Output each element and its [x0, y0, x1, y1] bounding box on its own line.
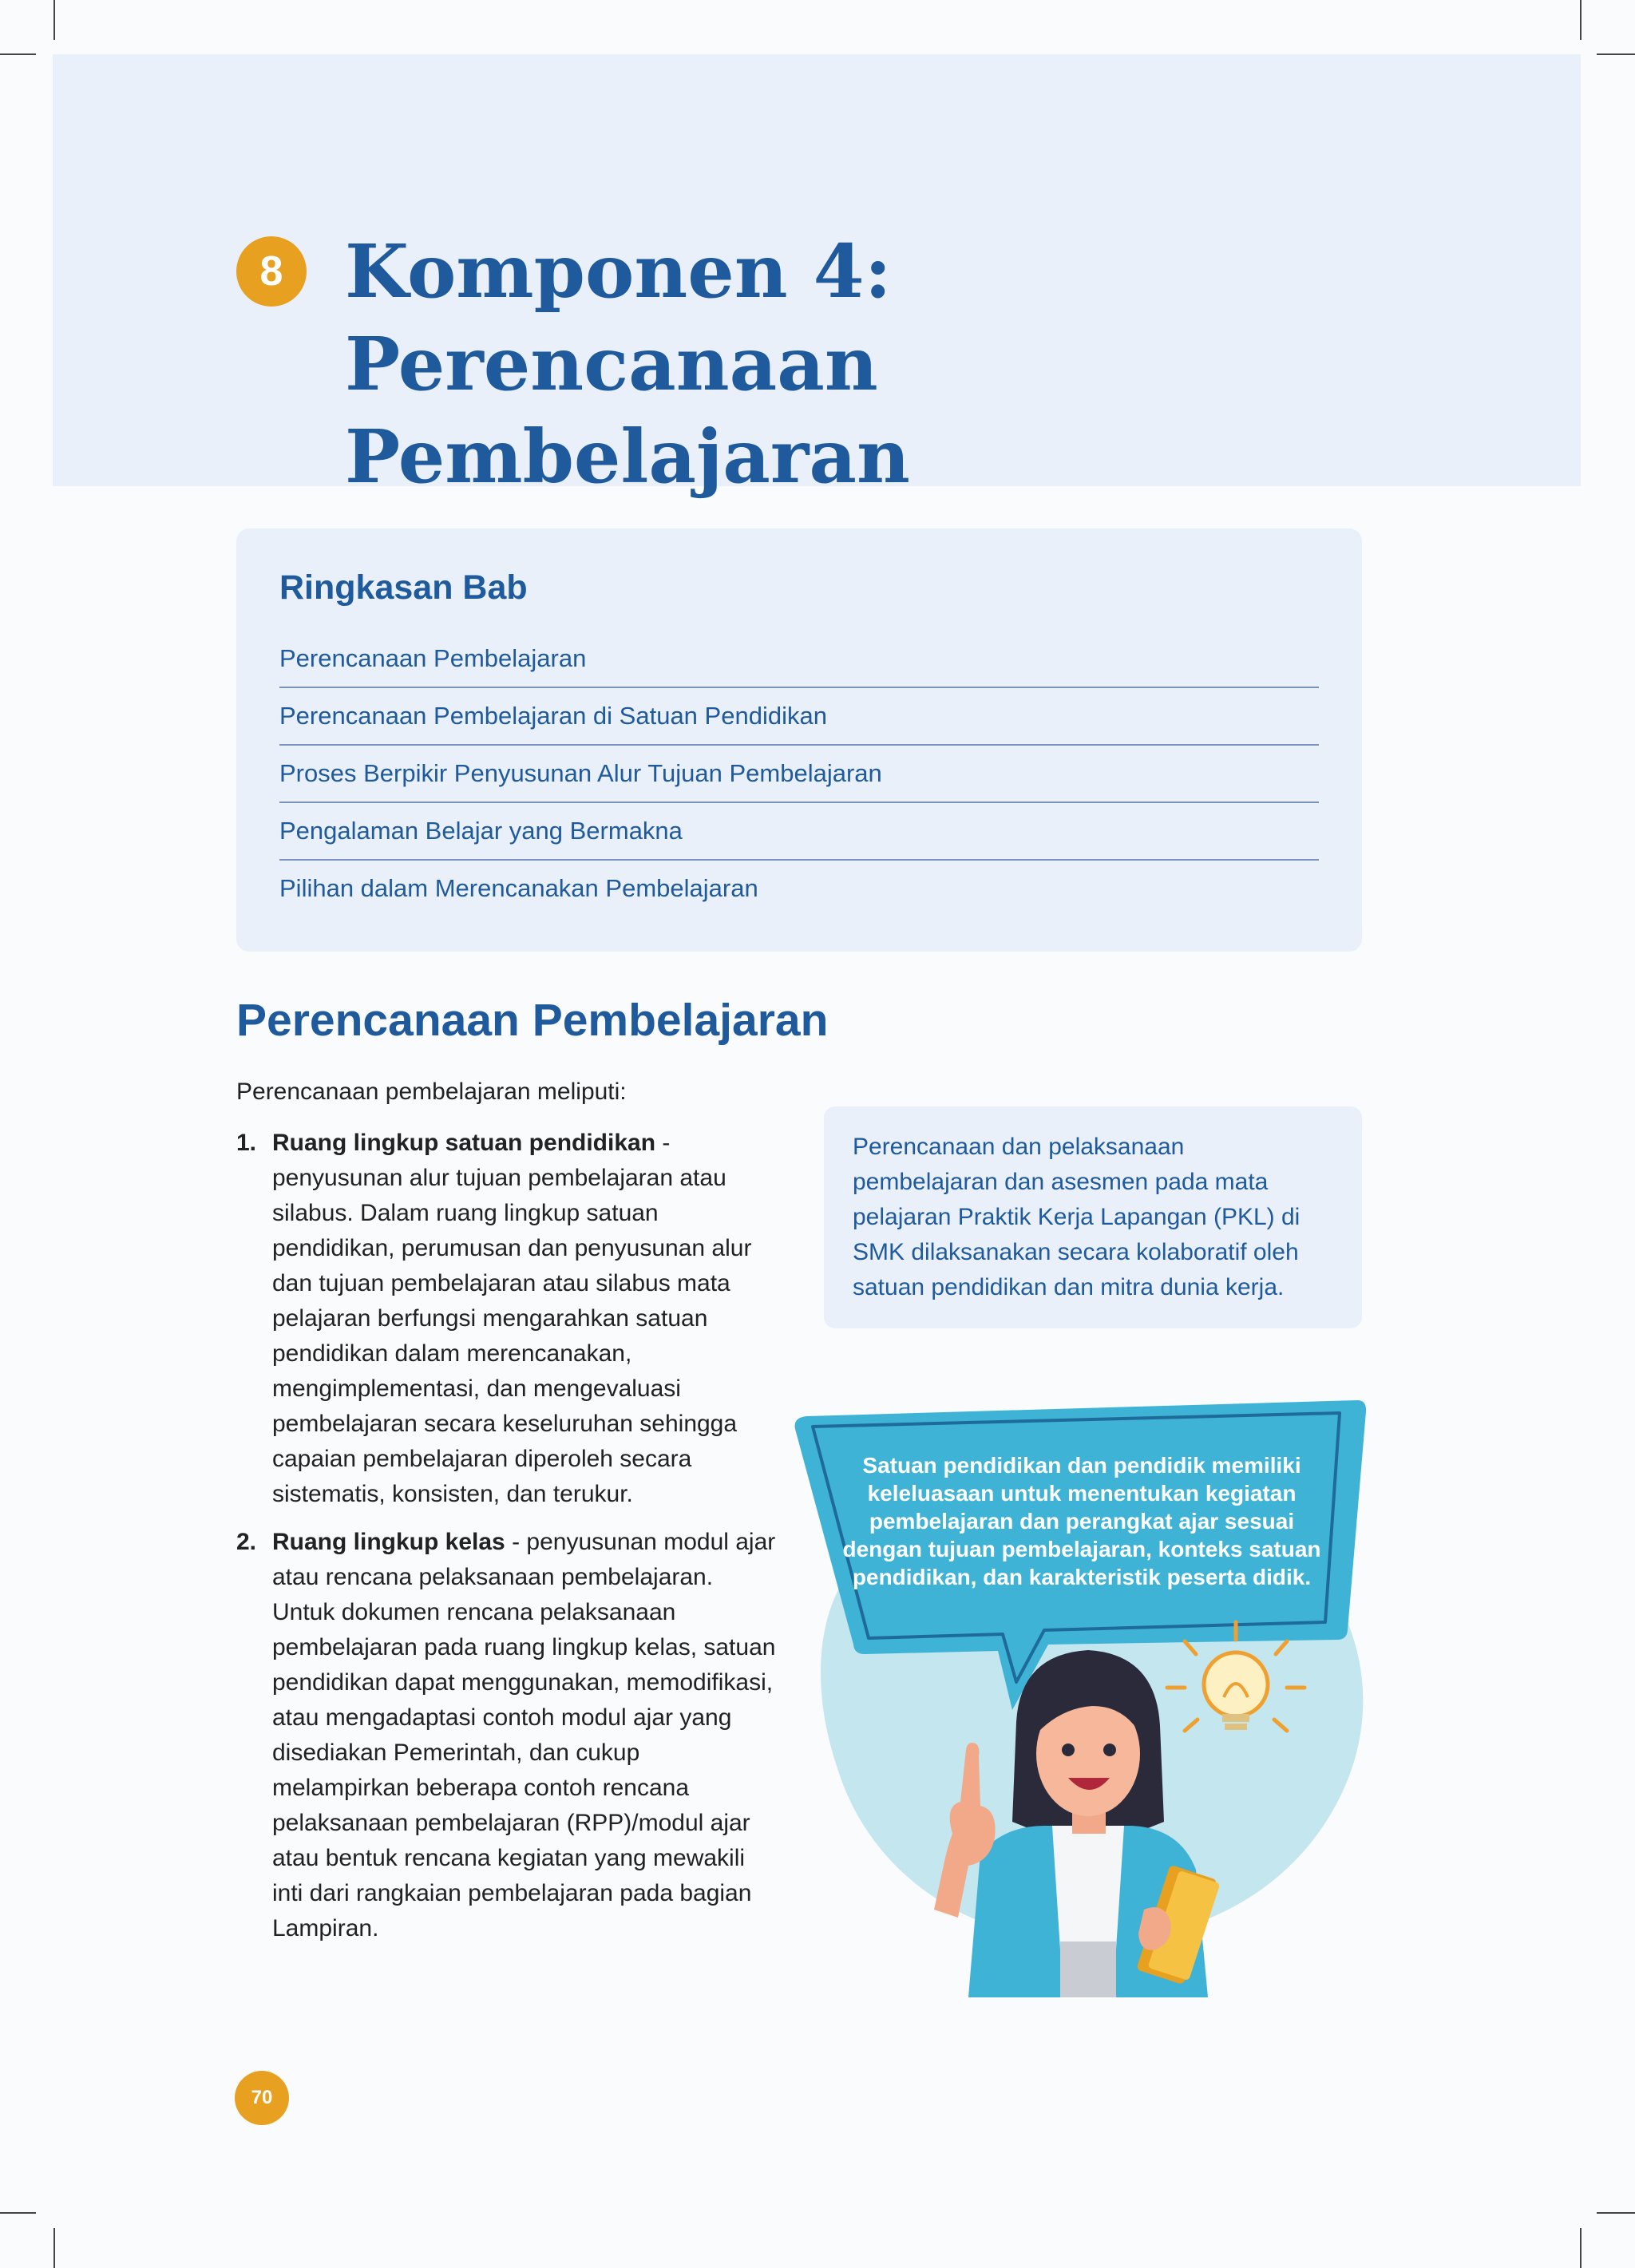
- crop-mark: [1580, 2228, 1582, 2268]
- item-description: - penyusunan modul ajar atau rencana pelaksanaan pembelajaran. Untuk dokumen rencana pelaksanaan pembelajaran pada ruang lingkup kelas, satuan pendidikan dapat menggunakan, memodifikasi, atau mengadaptasi contoh modul ajar yang disediakan Pemerintah, dan cukup melampirkan beberapa contoh rencana pelaksanaan pembelajaran (RPP)/modul ajar atau bentuk rencana kegiatan yang mewakili inti dari rangkaian pembelajaran pada bagian Lampiran.: [272, 1529, 776, 1941]
- section-intro: Perencanaan pembelajaran meliputi:: [236, 1079, 627, 1105]
- summary-heading: Ringkasan Bab: [279, 568, 528, 607]
- pkl-note-box: [824, 1106, 1362, 1328]
- summary-list: [279, 631, 1319, 916]
- chapter-title: Komponen 4: Perencanaan Pembelajaran: [345, 228, 910, 500]
- crop-mark: [53, 0, 55, 40]
- crop-mark: [1597, 53, 1635, 55]
- item-number: 1.: [236, 1130, 257, 1156]
- item-term: Ruang lingkup satuan pendidikan: [272, 1130, 656, 1156]
- item-number: 2.: [236, 1529, 257, 1555]
- summary-item[interactable]: Proses Berpikir Penyusunan Alur Tujuan Pembelajaran: [279, 746, 1319, 803]
- pkl-note-text: Perencanaan dan pelaksanaan pembelajaran dan asesmen pada mata pelajaran Praktik Kerja Lapangan (PKL) di SMK dilaksanakan secara kolaboratif oleh satuan pendidikan dan mitra dunia kerja.: [853, 1134, 1300, 1300]
- summary-item[interactable]: Pengalaman Belajar yang Bermakna: [279, 803, 1319, 861]
- crop-mark: [0, 53, 36, 55]
- list-item: [236, 1126, 779, 1512]
- section-title: Perencanaan Pembelajaran: [236, 995, 829, 1046]
- planning-scope-list: [236, 1126, 779, 1959]
- chapter-summary-box: [236, 528, 1362, 952]
- list-item: [236, 1525, 779, 1946]
- summary-item[interactable]: Pilihan dalam Merencanakan Pembelajaran: [279, 874, 758, 902]
- summary-item[interactable]: Perencanaan Pembelajaran: [279, 631, 1319, 688]
- summary-item[interactable]: Perencanaan Pembelajaran di Satuan Pendidikan: [279, 688, 1319, 746]
- crop-mark: [1597, 2212, 1635, 2214]
- speech-bubble-text: Satuan pendidikan dan pendidik memiliki keleluasaan untuk menentukan kegiatan pembelajaran dan perangkat ajar sesuai dengan tujuan pembelajaran, konteks satuan pendidikan, dan karakteristik peserta didik.: [842, 1453, 1321, 1589]
- crop-mark: [53, 2228, 55, 2268]
- shirt-lower: [1060, 1941, 1116, 1997]
- crop-mark: [0, 2212, 36, 2214]
- page-number-badge: 70: [235, 2071, 289, 2125]
- item-term: Ruang lingkup kelas: [272, 1529, 505, 1555]
- right-eye: [1103, 1744, 1116, 1756]
- item-description: - penyusunan alur tujuan pembelajaran atau silabus. Dalam ruang lingkup satuan pendidikan, perumusan dan penyusunan alur dan tujuan pembelajaran atau silabus mata pelajaran berfungsi mengarahkan satuan pendidikan dalam merencanakan, mengimplementasi, dan mengevaluasi pembelajaran secara keseluruhan sehingga capaian pembelajaran diperoleh secara sistematis, konsisten, dan terukur.: [272, 1130, 752, 1507]
- crop-mark: [1580, 0, 1582, 40]
- shirt: [1052, 1826, 1124, 1949]
- left-eye: [1062, 1744, 1075, 1756]
- chapter-number-badge: 8: [236, 236, 307, 307]
